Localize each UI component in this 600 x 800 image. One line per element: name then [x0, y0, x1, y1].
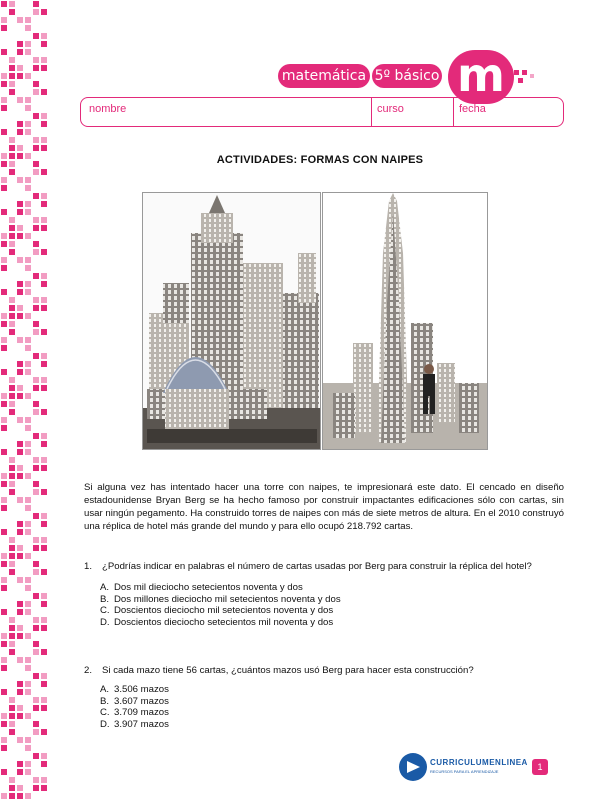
subject-label: matemática — [278, 64, 370, 88]
footer-brand: CURRICULUMENLINEA — [430, 758, 528, 767]
question-2-options — [100, 684, 540, 730]
option-a[interactable]: A. 3.506 mazos — [100, 684, 169, 695]
option-b[interactable]: B. Dos millones dieciocho mil setecientos noventa y dos — [100, 593, 341, 605]
intro-paragraph: Si alguna vez has intentado hacer una torre con naipes, te impresionará este dato. El cencado en diseño estadounidense Bryan Berg se ha hecho famoso por construir impactantes edificaciones sólo con cartas, sin usar ningún pegamento. Ha construido torres de naipes con más de siete metros de altura. En el 2010 construyó una réplica de hotel más grande del mundo y para ello ocupó 218.792 cartas. — [84, 482, 564, 532]
date-field-label: fecha — [459, 103, 486, 115]
subject-logo: m — [448, 50, 514, 104]
course-field-label: curso — [377, 103, 404, 115]
option-d[interactable]: D. Doscientos dieciocho setecientos mil noventa y dos — [100, 616, 334, 628]
student-info-box — [80, 97, 564, 127]
footer-tagline: RECURSOS PARA EL APRENDIZAJE — [430, 769, 499, 774]
question-number: 1. — [84, 561, 93, 572]
name-field-label: nombre — [89, 103, 127, 115]
card-tower-photo — [322, 192, 488, 450]
option-d[interactable]: D. 3.907 mazos — [100, 718, 169, 730]
page-number: 1 — [532, 759, 548, 775]
curriculum-logo-icon — [398, 752, 428, 782]
question-text: Si cada mazo tiene 56 cartas, ¿cuántos mazos usó Berg para hacer esta construcción? — [102, 665, 474, 676]
question-number: 2. — [84, 665, 93, 676]
option-c[interactable]: C. Doscientos dieciocho mil setecientos noventa y dos — [100, 605, 334, 617]
option-c[interactable]: C. 3.709 mazos — [100, 707, 169, 719]
option-a[interactable]: A. Dos mil dieciocho setecientos noventa y dos — [100, 582, 303, 593]
decorative-strip — [0, 0, 52, 800]
option-b[interactable]: B. 3.607 mazos — [100, 695, 169, 707]
grade-label: 5º básico — [372, 64, 442, 88]
divider — [371, 98, 372, 126]
card-city-photo — [142, 192, 321, 450]
question-1-options — [100, 582, 540, 628]
divider — [453, 98, 454, 126]
question-text: ¿Podrías indicar en palabras el número de cartas usadas por Berg para construir la réplica del hotel? — [102, 561, 532, 572]
logo-dots-icon — [514, 70, 540, 84]
page-title: ACTIVIDADES: FORMAS CON NAIPES — [216, 154, 424, 166]
